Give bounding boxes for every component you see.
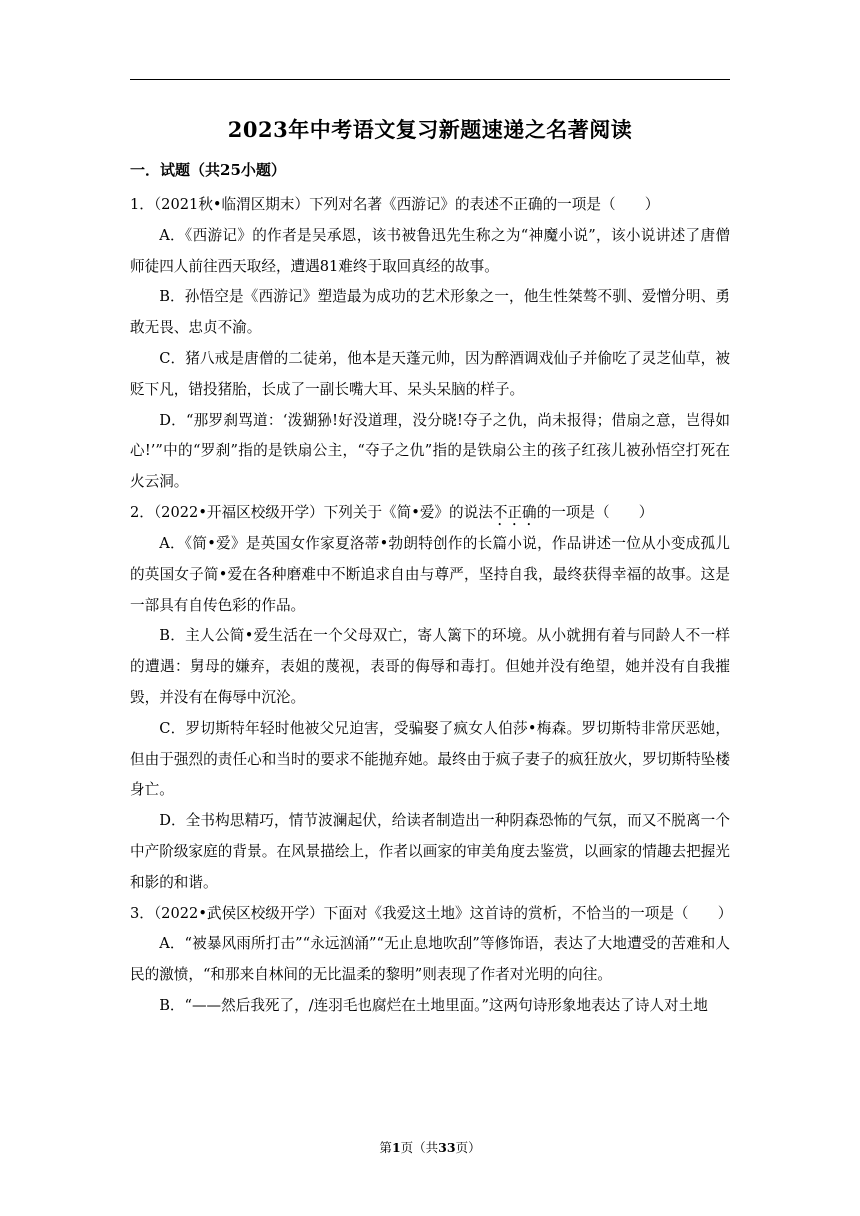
option-d: D．全书构思精巧，情节波澜起伏，给读者制造出一种阴森恐怖的气氛，而又不脱离一个中产阶级家庭的背景。在风景描绘上，作者以画家的审美角度去鉴赏，以画家的情趣去把握光和影的和谐。: [130, 812, 730, 891]
question-stem: 1．（2021秋•临渭区期末）下列对名著《西游记》的表述不正确的一项是（ ）: [130, 196, 660, 213]
stem-text-after: 的一项是（ ）: [536, 503, 654, 521]
option-c: C．罗切斯特年轻时他被父兄迫害，受骗娶了疯女人伯莎•梅森。罗切斯特非常厌恶她，但由于强烈的责任心和当时的要求不能抛弃她。最终由于疯子妻子的疯狂放火，罗切斯特坠楼身亡。: [130, 719, 730, 799]
question-2: [130, 498, 730, 899]
header-rule: [130, 79, 730, 80]
emphasized-text: 不正确: [492, 503, 537, 521]
option-a: A．“被暴风雨所打击”“永远汹涌”“无止息地吹刮”等修饰语，表达了大地遭受的苦难和人民的激愤，“和那来自林间的无比温柔的黎明”则表现了作者对光明的向往。: [130, 935, 730, 984]
question-3: [130, 899, 733, 1022]
page-footer: [0, 1138, 860, 1156]
footer-suffix: 页）: [455, 1140, 481, 1155]
option-b: B．孙悟空是《西游记》塑造最为成功的艺术形象之一，他生性桀骜不驯、爱憎分明、勇敢无畏、忠贞不渝。: [130, 288, 730, 337]
option-a: A．《简•爱》是英国女作家夏洛蒂•勃朗特创作的长篇小说，作品讲述一位从小变成孤儿的英国女子简•爱在各种磨难中不断追求自由与尊严，坚持自我，最终获得幸福的故事。这是一部具有自传色彩的作品。: [130, 534, 730, 614]
question-stem: [130, 498, 730, 529]
option-b: B．“——然后我死了，/连羽毛也腐烂在土地里面。”这两句诗形象地表达了诗人对土地: [159, 996, 708, 1014]
section-heading: 一．试题（共25小题）: [130, 161, 286, 179]
stem-text-before: 2．（2022•开福区校级开学）下列关于《简•爱》的说法: [130, 503, 493, 521]
option-d: D．“那罗刹骂道：‘泼猢狲!好没道理，没分晓!夺子之仇，尚未报得；借扇之意，岂得如心!’”中的“罗刹”指的是铁扇公主，“夺子之仇”指的是铁扇公主的孩子红孩儿被孙悟空打死在火云洞。: [130, 411, 730, 491]
document-title: 2023年中考语文复习新题速递之名著阅读: [227, 117, 633, 142]
footer-prefix: 第: [379, 1140, 392, 1155]
question-list: [130, 190, 733, 1022]
option-b: B．主人公简•爱生活在一个父母双亡，寄人篱下的环境。从小就拥有着与同龄人不一样的遭遇：舅母的嫌弃，表姐的蔑视，表哥的侮辱和毒打。但她并没有绝望，她并没有自我摧毁，并没有在侮辱中沉沦。: [130, 627, 730, 706]
question-1: [130, 190, 730, 498]
footer-middle: 页（共: [400, 1140, 439, 1155]
question-stem: 3．（2022•武侯区校级开学）下面对《我爱这土地》这首诗的赏析，不恰当的一项是（ ）: [130, 904, 733, 922]
total-pages: 33: [438, 1140, 456, 1155]
option-a: A．《西游记》的作者是吴承恩，该书被鲁迅先生称之为“神魔小说”，该小说讲述了唐僧师徒四人前往西天取经，遭遇81难终于取回真经的故事。: [130, 226, 730, 275]
page-number: 1: [391, 1140, 401, 1155]
option-c: C．猪八戒是唐僧的二徒弟，他本是天蓬元帅，因为醉酒调戏仙子并偷吃了灵芝仙草，被贬下凡，错投猪胎，长成了一副长嘴大耳、呆头呆脑的样子。: [130, 349, 730, 398]
